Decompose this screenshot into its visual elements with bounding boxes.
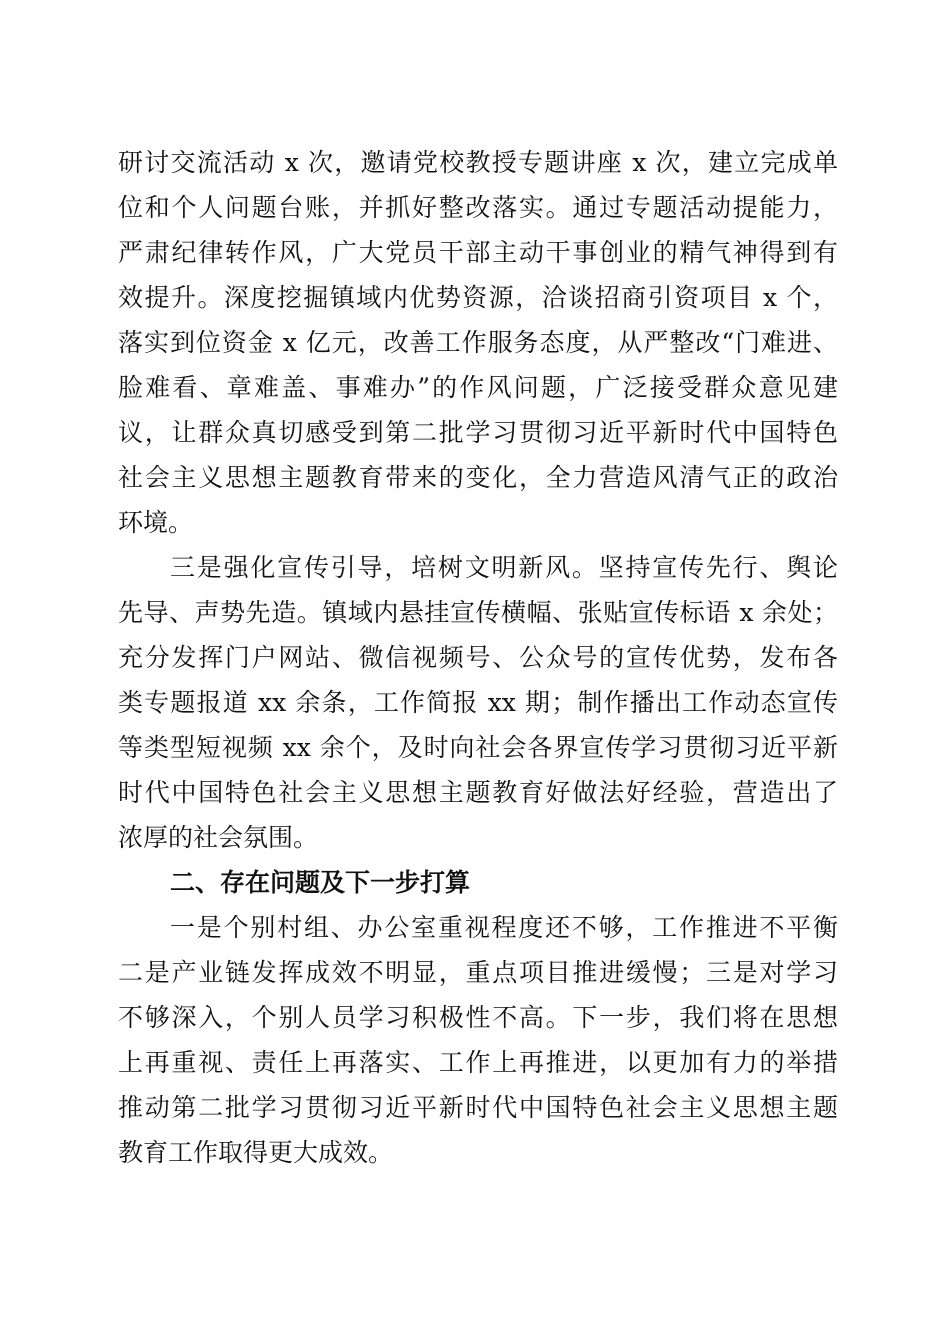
paragraph-3-line-4: 上再重视、责任上再落实、工作上再推进，以更加有力的举措 [118,1048,838,1077]
paragraph-1-line-6: 脸难看、章难盖、事难办”的作风问题，广泛接受群众意见建 [118,373,838,402]
paragraph-2-line-1: 三是强化宣传引导，培树文明新风。坚持宣传先行、舆论 [170,553,838,582]
paragraph-1-line-9: 环境。 [118,508,194,537]
paragraph-3-line-1: 一是个别村组、办公室重视程度还不够，工作推进不平衡 [170,913,838,942]
paragraph-1-line-2: 位和个人问题台账，并抓好整改落实。通过专题活动提能力， [118,193,838,222]
section-heading-2: 二、存在问题及下一步打算 [170,868,471,897]
paragraph-3-line-5: 推动第二批学习贯彻习近平新时代中国特色社会主义思想主题 [118,1093,838,1122]
paragraph-2-line-2: 先导、声势先造。镇域内悬挂宣传横幅、张贴宣传标语 x 余处； [118,598,838,627]
paragraph-3-line-2: 二是产业链发挥成效不明显，重点项目推进缓慢；三是对学习 [118,958,838,987]
paragraph-3-line-3: 不够深入，个别人员学习积极性不高。下一步，我们将在思想 [118,1003,838,1032]
paragraph-1-line-4: 效提升。深度挖掘镇域内优势资源，洽谈招商引资项目 x 个， [118,283,838,312]
paragraph-3-line-6: 教育工作取得更大成效。 [118,1138,394,1167]
paragraph-2-line-7: 浓厚的社会氛围。 [118,823,319,852]
paragraph-1-line-8: 社会主义思想主题教育带来的变化，全力营造风清气正的政治 [118,463,838,492]
paragraph-2-line-5: 等类型短视频 xx 余个，及时向社会各界宣传学习贯彻习近平新 [118,733,838,762]
paragraph-1-line-1: 研讨交流活动 x 次，邀请党校教授专题讲座 x 次，建立完成单 [118,148,838,177]
paragraph-1-line-7: 议，让群众真切感受到第二批学习贯彻习近平新时代中国特色 [118,418,838,447]
paragraph-1-line-3: 严肃纪律转作风，广大党员干部主动干事创业的精气神得到有 [118,238,838,267]
paragraph-1-line-5: 落实到位资金 x 亿元，改善工作服务态度，从严整改“门难进、 [118,328,838,357]
paragraph-2-line-4: 类专题报道 xx 余条，工作简报 xx 期；制作播出工作动态宣传 [118,688,838,717]
paragraph-2-line-6: 时代中国特色社会主义思想主题教育好做法好经验，营造出了 [118,778,838,807]
paragraph-2-line-3: 充分发挥门户网站、微信视频号、公众号的宣传优势，发布各 [118,643,838,672]
